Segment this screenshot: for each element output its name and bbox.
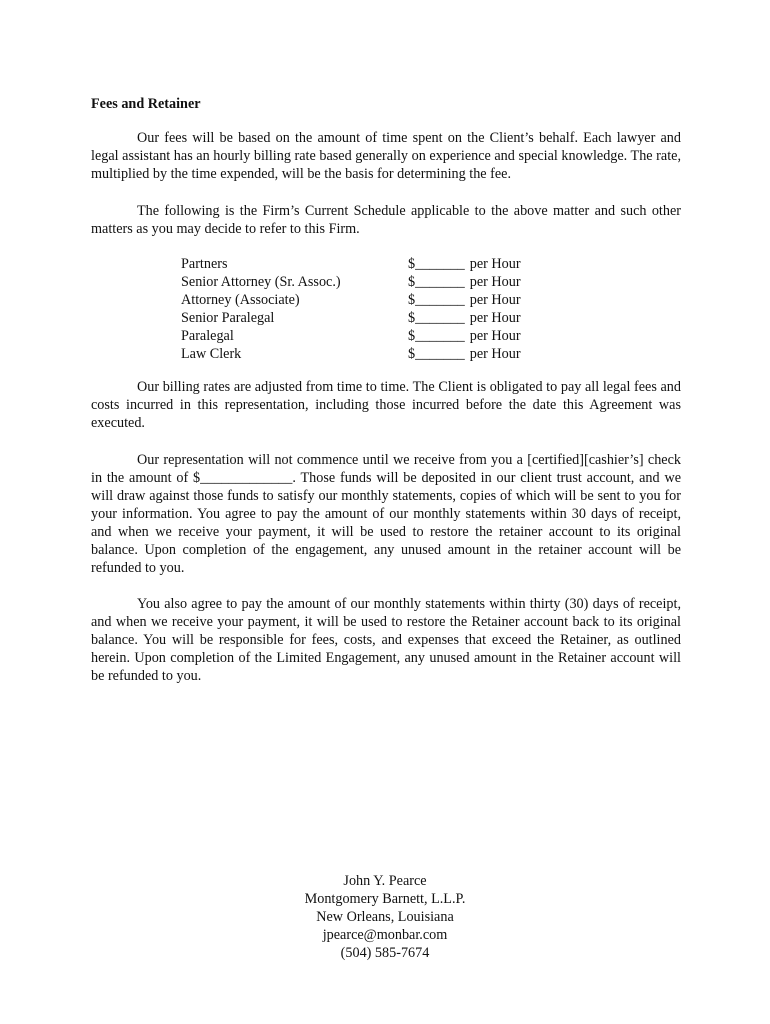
signature-block (285, 872, 485, 962)
rate-role: Attorney (Associate) (181, 292, 300, 308)
rate-role: Law Clerk (181, 346, 242, 362)
paragraph-monthly-statements: You also agree to pay the amount of our monthly statements within thirty (30) days of receipt, and when we receive your payment, it will be used to restore the Retainer account back to its original balance. You will be responsible for fees, costs, and expenses that exceed the Retainer, as outlined herein. Upon completion of the Limited Engagement, any unused amount in the Retainer account will be refunded to you. (91, 596, 681, 684)
paragraph-schedule-intro: The following is the Firm’s Current Schedule applicable to the above matter and such other matters as you may decide to refer to this Firm. (91, 203, 681, 237)
section-heading: Fees and Retainer (91, 96, 201, 112)
rate-blank: $_______ (408, 310, 465, 326)
signature-city: New Orleans, Louisiana (316, 909, 454, 925)
paragraph-billing-adjustments: Our billing rates are adjusted from time to time. The Client is obligated to pay all legal fees and costs incurred in this representation, including those incurred before the date this Agreement was executed. (91, 379, 681, 431)
rate-role: Paralegal (181, 328, 234, 344)
rate-unit: per Hour (469, 346, 521, 362)
rate-unit: per Hour (469, 274, 521, 290)
rate-blank: $_______ (408, 328, 465, 344)
rate-blank: $_______ (408, 274, 465, 290)
rate-row (181, 273, 541, 291)
rate-row (181, 345, 541, 363)
rate-unit: per Hour (469, 310, 521, 326)
signature-phone: (504) 585-7674 (340, 945, 430, 961)
rate-unit: per Hour (469, 292, 521, 308)
rate-role: Senior Paralegal (181, 310, 275, 326)
signature-name: John Y. Pearce (343, 873, 427, 889)
rate-blank: $_______ (408, 256, 465, 272)
paragraph-fees-basis: Our fees will be based on the amount of time spent on the Client’s behalf. Each lawyer and legal assistant has an hourly billing rate based generally on experience and special knowledge. The rate, multiplied by the time expended, will be the basis for determining the fee. (91, 130, 681, 182)
rate-blank: $_______ (408, 292, 465, 308)
rate-unit: per Hour (469, 328, 521, 344)
rate-row (181, 291, 541, 309)
rate-row (181, 327, 541, 345)
rate-row (181, 255, 541, 273)
signature-email: jpearce@monbar.com (322, 927, 448, 943)
rate-unit: per Hour (469, 256, 521, 272)
signature-firm: Montgomery Barnett, L.L.P. (304, 891, 466, 907)
rate-schedule (181, 255, 541, 363)
rate-role: Partners (181, 256, 228, 272)
rate-role: Senior Attorney (Sr. Assoc.) (181, 274, 341, 290)
rate-blank: $_______ (408, 346, 465, 362)
paragraph-retainer-check: Our representation will not commence until we receive from you a [certified][cashier’s] check in the amount of $_____________. Those funds will be deposited in our client trust account, and we will draw against those funds to satisfy our monthly statements, copies of which will be sent to you for your information. You agree to pay the amount of our monthly statements within 30 days of receipt, and when we receive your payment, it will be used to restore the retainer account to its original balance. Upon completion of the engagement, any unused amount in the retainer account will be refunded to you. (91, 452, 681, 576)
rate-row (181, 309, 541, 327)
